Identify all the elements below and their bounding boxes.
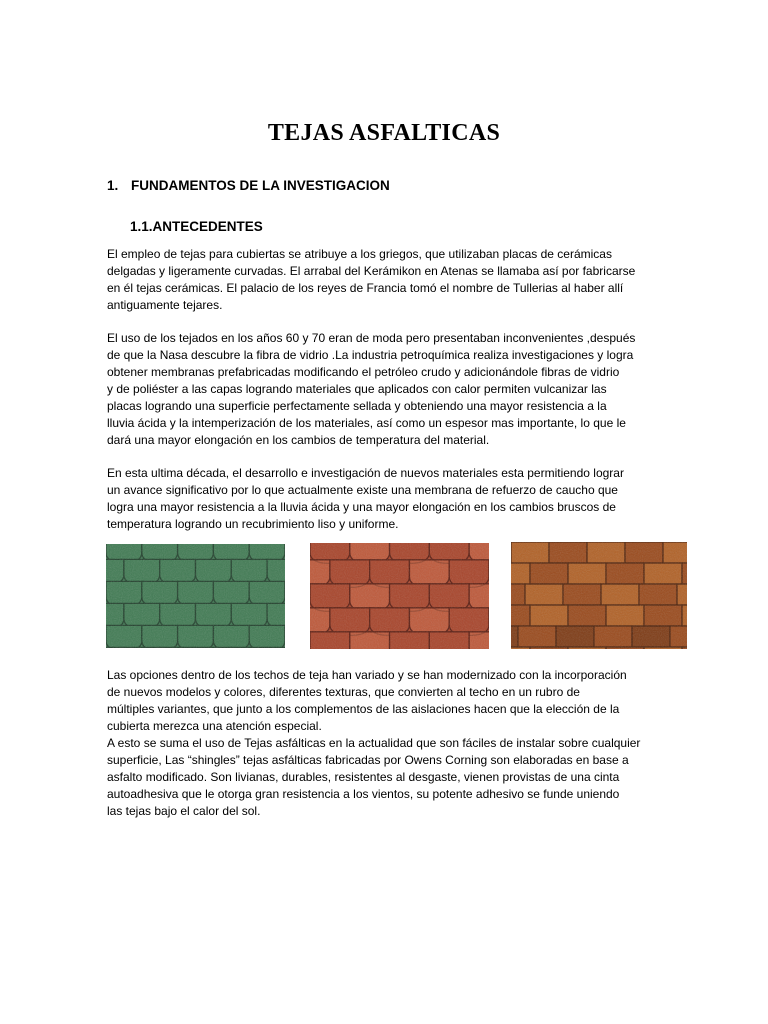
text-line: En esta ultima década, el desarrollo e investigación de nuevos materiales esta permitiendo lograr — [107, 466, 624, 480]
text-line: temperatura logrando un recubrimiento liso y uniforme. — [107, 517, 399, 531]
text-line: Las opciones dentro de los techos de teja han variado y se han modernizado con la incorporación — [107, 668, 627, 682]
green-scalloped-shingles-image — [106, 544, 285, 648]
text-line: de que la Nasa descubre la fibra de vidrio .La industria petroquímica realiza investigaciones y logra — [107, 348, 634, 362]
paragraph-1 — [107, 246, 667, 314]
text-line: superficie, Las “shingles” tejas asfálticas fabricadas por Owens Corning son elaboradas en base a — [107, 753, 629, 767]
text-line: lluvia ácida y la intemperización de los materiales, así como un espesor mas importante, lo que le — [107, 416, 626, 430]
text-line: un avance significativo por lo que actualmente existe una membrana de refuerzo de caucho que — [107, 483, 618, 497]
red-shingles-svg — [310, 543, 489, 649]
text-line: asfalto modificado. Son livianas, durables, resistentes al desgaste, vienen provistas de una cinta — [107, 770, 620, 784]
text-line: delgadas y ligeramente curvadas. El arrabal del Kerámikon en Atenas se llamaba así por fabricarse — [107, 264, 636, 278]
subsection-heading: 1.1.ANTECEDENTES — [130, 219, 263, 234]
paragraph-2 — [107, 330, 667, 449]
section-heading — [107, 178, 390, 193]
shingle-grain — [106, 544, 285, 648]
text-line: cubierta merezca una atención especial. — [107, 719, 322, 733]
text-line: múltiples variantes, que junto a los complementos de las aislaciones hacen que la elección de la — [107, 702, 620, 716]
shingle-grain — [310, 543, 489, 649]
section-number: 1. — [107, 178, 119, 193]
brown-rectangular-shingles-image — [511, 542, 687, 649]
document-title: TEJAS ASFALTICAS — [267, 120, 501, 146]
text-line: las tejas bajo el calor del sol. — [107, 804, 261, 818]
text-line: El uso de los tejados en los años 60 y 70 eran de moda pero presentaban inconvenientes ,después — [107, 331, 636, 345]
paragraph-3 — [107, 465, 667, 533]
text-line: de nuevos modelos y colores, diferentes texturas, que convierten al techo en un rubro de — [107, 685, 580, 699]
brown-shingles-svg — [511, 542, 687, 649]
text-line: y de poliéster a las capas logrando materiales que aplicados con calor permiten vulcanizar las — [107, 382, 607, 396]
shingle-grain — [511, 542, 687, 649]
text-line: A esto se suma el uso de Tejas asfálticas en la actualidad que son fáciles de instalar sobre cualquier — [107, 736, 641, 750]
text-line: El empleo de tejas para cubiertas se atribuye a los griegos, que utilizaban placas de cerámicas — [107, 247, 612, 261]
green-shingles-svg — [106, 544, 285, 648]
paragraph-4 — [107, 667, 667, 820]
text-line: logra una mayor resistencia a la lluvia ácida y una mayor elongación en los cambios bruscos de — [107, 500, 616, 514]
text-line: antiguamente tejares. — [107, 298, 223, 312]
text-line: autoadhesiva que le otorga gran resistencia a los vientos, su potente adhesivo se funde uniendo — [107, 787, 620, 801]
section-title: FUNDAMENTOS DE LA INVESTIGACION — [131, 178, 390, 193]
text-line: placas logrando una superficie perfectamente sellada y obteniendo una mayor resistencia a la — [107, 399, 607, 413]
text-line: obtener membranas prefabricadas modificando el petróleo crudo y adicionándole fibras de vidrio — [107, 365, 620, 379]
text-line: dará una mayor elongación en los cambios de temperatura del material. — [107, 433, 490, 447]
red-scalloped-shingles-image — [310, 543, 489, 649]
text-line: en él tejas cerámicas. El palacio de los reyes de Francia tomó el nombre de Tullerias al haber allí — [107, 281, 624, 295]
